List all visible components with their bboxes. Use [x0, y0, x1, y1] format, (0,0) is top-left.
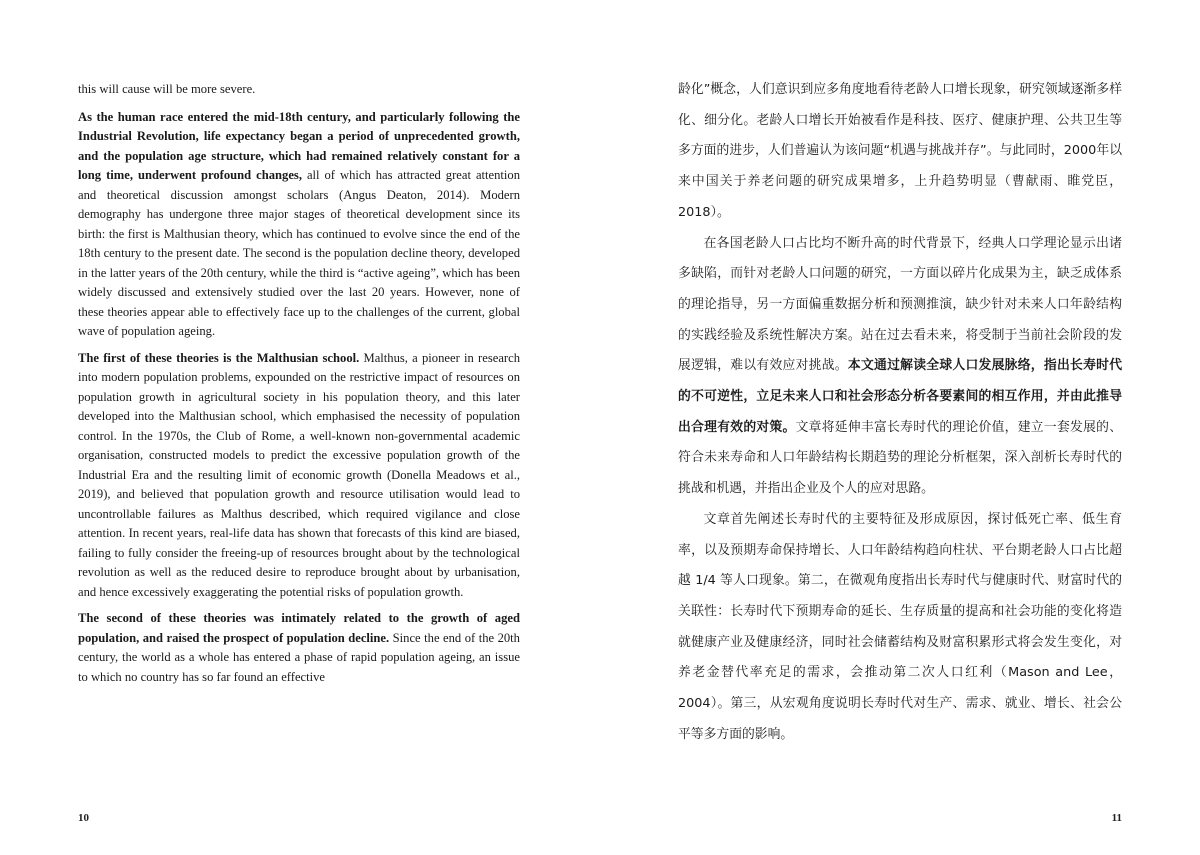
- paragraph-body: 在各国老龄人口占比均不断升高的时代背景下，经典人口学理论显示出诸多缺陷，而针对老龄人口问题的研究，一方面以碎片化成果为主，缺乏成体系的理论指导，另一方面偏重数据分析和预测推演，缺少针对未来人口年龄结构的实践经验及系统性解决方案。站在过去看未来，将受制于当前社会阶段的发展逻辑，难以有效应对挑战。: [678, 235, 1122, 374]
- paragraph-malthusian-school: [78, 349, 520, 603]
- paragraph-industrial-revolution: [78, 108, 520, 342]
- right-page: [600, 0, 1200, 855]
- paragraph-tail: 文章将延伸丰富长寿时代的理论价值，建立一套发展的、符合未来寿命和人口年龄结构长期趋势的理论分析框架，深入剖析长寿时代的挑战和机遇，并指出企业及个人的应对思路。: [678, 419, 1123, 497]
- paragraph-emphasis: 本文通过解读全球人口发展脉络，指出长寿时代的不可逆性，立足未来人口和社会形态分析各要素间的相互作用，并由此推导出合理有效的对策。: [678, 358, 1123, 435]
- paragraph-lead: The second of these theories was intimately related to the growth of aged population, and raised the prospect of population decline.: [78, 611, 520, 645]
- page-number: 10: [78, 812, 89, 824]
- paragraph-lead: The first of these theories is the Malthusian school.: [78, 350, 360, 365]
- continuation-paragraph: 龄化”概念，人们意识到应多角度地看待老龄人口增长现象，研究领域逐渐多样化、细分化。老龄人口增长开始被看作是科技、医疗、健康护理、公共卫生等多方面的进步，人们普遍认为该问题“机遇与挑战并存”。与此同时，2000年以来中国关于养老问题的研究成果增多，上升趋势明显（曹献雨、睢党臣，2018）。: [678, 82, 1122, 220]
- english-text-column: [78, 80, 520, 694]
- paragraph-research-gaps: [678, 229, 1122, 505]
- paragraph-population-decline: [78, 609, 520, 687]
- paragraph-body: Since the end of the 20th century, the world as a whole has entered a phase of rapid population ageing, an issue to which no country has so far found an effective: [78, 630, 520, 684]
- paragraph-lead: As the human race entered the mid-18th century, and particularly following the Industrial Revolution, life expectancy began a period of unprecedented growth, and the population age structure, which had remained relatively constant for a long time, underwent profound changes,: [78, 109, 520, 182]
- paragraph-article-structure: 文章首先阐述长寿时代的主要特征及形成原因，探讨低死亡率、低生育率，以及预期寿命保持增长、人口年龄结构趋向柱状、平台期老龄人口占比超越 1/4 等人口现象。第二，在微观角度指出长寿时代与健康时代、财富时代的关联性：长寿时代下预期寿命的延长、生存质量的提高和社会功能的变化将造就健康产业及健康经济，同时社会储蓄结构及财富积累形式将会发生变化，对养老金替代率充足的需求，会推动第二次人口红利（Mason and Lee，2004）。第三，从宏观角度说明长寿时代对生产、需求、就业、增长、社会公平等多方面的影响。: [678, 511, 1122, 742]
- paragraph-body: all of which has attracted great attention and theoretical discussion amongst scholars (Angus Deaton, 2014). Modern demography has undergone three major stages of theoretical development since its birth: the first is Malthusian theory, which has continued to evolve since the end of the 18th century to the present date. The second is the population decline theory, developed in the latter years of the 20th century, while the third is “active ageing”, which has been widely discussed and extensively studied over the last 20 years. However, none of these theories appear able to effectively face up to the challenges of the current, global wave of population ageing.: [78, 168, 521, 338]
- continuation-line: this will cause will be more severe.: [78, 82, 256, 96]
- paragraph-body: Malthus, a pioneer in research into modern population problems, expounded on the restrictive impact of resources on population growth in agricultural society in his population theory, and this later developed into the Malthusian school, which emphasised the necessity of population control. In the 1970s, the Club of Rome, a well-known non-governmental academic organisation, constructed models to predict the excessive population growth of the Industrial Era and the resulting limit of economic growth (Donella Meadows et al., 2019), and believed that population growth and resource utilisation would lead to uncontrollable failures as Malthus described, which required vigilance and close attention. In recent years, real-life data has shown that forecasts of this kind are biased, failing to fully consider the freeing-up of resources brought about by the technological revolution as well as the reduced desire to reproduce brought about by urbanisation, and hence excessively exaggerating the potential risks of population growth.: [78, 350, 521, 599]
- chinese-text-column: [678, 75, 1122, 750]
- page-number: 11: [1111, 812, 1122, 824]
